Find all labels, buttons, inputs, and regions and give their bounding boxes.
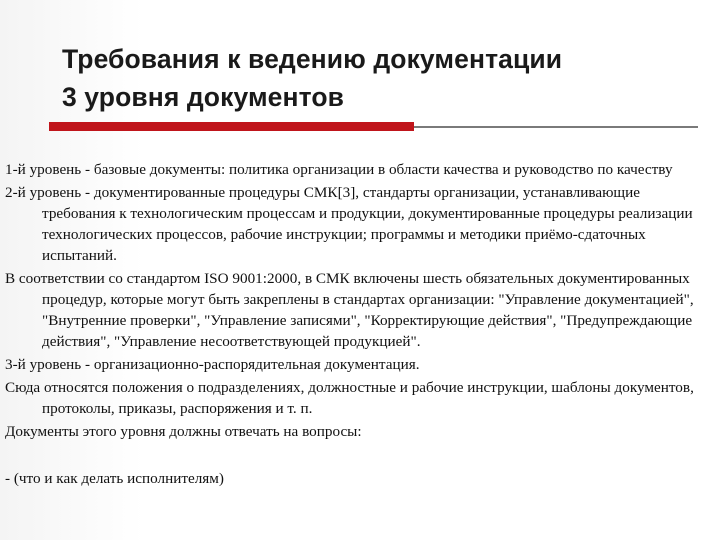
title-line-2: 3 уровня документов xyxy=(62,82,345,112)
slide-title xyxy=(62,40,702,116)
paragraph-level-2: 2-й уровень - документированные процедуры СМК[3], стандарты организации, устанавливающие требования к технологическим процессам и продукции, документированные процедуры реализации технологических процессов, рабочие инструкции; программы и методики приёмо-сдаточных испытаний. xyxy=(5,184,693,264)
title-underline-gray xyxy=(414,126,698,128)
paragraph-level-3-details: Сюда относятся положения о подразделениях, должностные и рабочие инструкции, шаблоны документов, протоколы, приказы, распоряжения и т. п. xyxy=(5,379,694,417)
paragraph-iso-9001: В соответствии со стандартом ISO 9001:2000, в СМК включены шесть обязательных документированных процедур, которые могут быть закреплены в стандартах организации: "Управление документацией", "Внутренние проверки", "Управление записями", "Корректирующие действия", "Предупреждающие действия", "Управление несоответствующей продукцией". xyxy=(5,270,694,350)
title-underline-red xyxy=(49,122,414,131)
paragraph-level-3: 3-й уровень - организационно-распорядительная документация. xyxy=(5,356,420,373)
paragraph-level-1: 1-й уровень - базовые документы: политика организации в области качества и руководство по качеству xyxy=(5,161,673,178)
paragraph-questions-intro: Документы этого уровня должны отвечать на вопросы: xyxy=(5,423,362,440)
paragraph-cut-off xyxy=(5,468,705,476)
slide-body xyxy=(5,159,705,478)
title-line-1: Требования к ведению документации xyxy=(62,44,563,74)
